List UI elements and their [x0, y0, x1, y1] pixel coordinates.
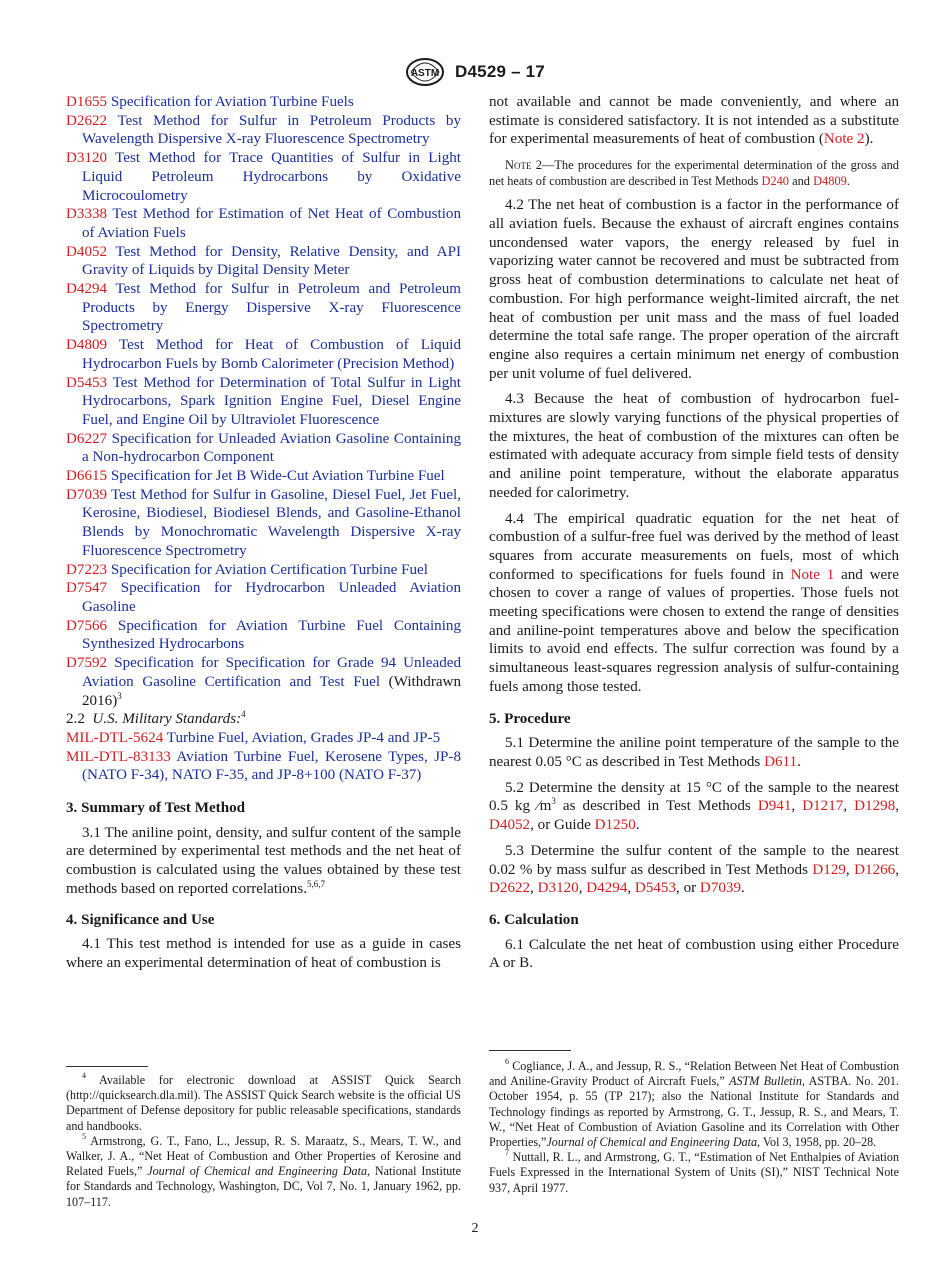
reference-link[interactable]: D7566 [66, 617, 108, 634]
reference-entry: D6615 Specification for Jet B Wide-Cut Aviation Turbine Fuel [66, 468, 445, 485]
reference-link[interactable]: D1655 [66, 94, 108, 110]
footnote-5: $^5$ Armstrong, G. T., Fano, L., Jessup, R. S. Maraatz, S., Mears, T. W., and Walker, J. A., “Net Heat of Combustion and Other Properties of Kerosine and Related Fuels,” Journal of Chemical and Engineering Data, National Institute for Standards and Technology, Washington, DC, Vol 7, No. 1, January 1962, pp. 107–117. [66, 1131, 462, 1209]
reference-link[interactable]: D4052 [66, 243, 108, 260]
document-designation: D4529 – 17 [455, 62, 545, 81]
reference-link[interactable]: D2622 [489, 880, 531, 897]
paragraph-3-1: 3.1 The aniline point, density, and sulfur content of the sample are determined by experimental test methods and the net heat of combustion is calculated using the values obtained by these test methods based on reported correlations.$^{5,6,7}$ [66, 824, 461, 897]
military-standards-list [66, 729, 461, 785]
reference-entry: D4809 Test Method for Heat of Combustion of Liquid Hydrocarbon Fuels by Bomb Calorimeter (Precision Method) [66, 337, 461, 372]
reference-link[interactable]: MIL-DTL-83133 [66, 748, 171, 765]
left-column [66, 93, 461, 973]
section-heading-significance: 4. Significance and Use [66, 911, 215, 928]
reference-link[interactable]: D3120 [537, 880, 579, 897]
paragraph-5-3: 5.3 Determine the sulfur content of the sample to the nearest 0.02 % by mass sulfur as described in Test Methods D129, D1266, D2622, D3120, D4294, D5453, or D7039. [489, 842, 899, 897]
reference-entry: D7566 Specification for Aviation Turbine Fuel Containing Synthesized Hydrocarbons [66, 617, 462, 653]
footnote-divider-right [489, 1050, 571, 1051]
page-number: 2 [471, 1221, 479, 1236]
reference-link[interactable]: D6615 [66, 468, 108, 485]
reference-link[interactable]: D3120 [66, 150, 108, 167]
d1250-link[interactable]: D1250 [594, 817, 636, 834]
paragraph-4-1-start: 4.1 This test method is intended for use as a guide in cases where an experimental determination of heat of combustion is [66, 936, 461, 971]
paragraph-4-2: 4.2 The net heat of combustion is a factor in the performance of all aviation fuels. Because the exhaust of aircraft engines contains uncondensed water vapors, the energy released by fuel in vaporizing water cannot be recovered and must be subtracted from gross heat of combustion determinations to calculate net heat of combustion. For high performance weight-limited aircraft, the net heat of combustion per unit mass and the mass of fuel loaded determine the total safe range. The proper operation of the aircraft engine also requires a certain minimum net energy of combustion per unit volume of fuel delivered. [489, 197, 899, 382]
reference-link[interactable]: D1217 [802, 798, 844, 815]
reference-link[interactable]: D5453 [634, 880, 677, 897]
reference-entry: D2622 Test Method for Sulfur in Petroleum Products by Wavelength Dispersive X-ray Fluorescence Spectrometry [66, 112, 461, 148]
note-1-link[interactable]: Note 1 [790, 566, 835, 583]
reference-entry: D5453 Test Method for Determination of Total Sulfur in Light Hydrocarbons, Spark Ignition Engine Fuel, Diesel Engine Fuel, and Engine Oil by Ultraviolet Fluorescence [66, 374, 461, 428]
section-heading-summary: 3. Summary of Test Method [66, 800, 246, 817]
reference-link[interactable]: D129 [812, 861, 846, 878]
reference-entry: D6227 Specification for Unleaded Aviation Gasoline Containing a Non-hydrocarbon Component [66, 430, 461, 466]
paragraph-5-2: 5.2 Determine the density at 15 °C of the sample to the nearest 0.5 kg $⁄m^3$ as described in Test Methods D941, D1217, D1298, D4052, or Guide D1250. [489, 779, 900, 834]
reference-entry: D7592 Specification for Specification for Grade 94 Unleaded Aviation Gasoline Certification and Test Fuel (Withdrawn 2016)$^3$ [66, 655, 461, 709]
reference-link[interactable]: MIL-DTL-5624 [66, 729, 164, 746]
paragraph-4-4: 4.4 The empirical quadratic equation for the net heat of combustion of a sulfur-free fuel was derived by the method of least squares from accurate measurements on fuels, most of which conformed to specifications for fuels found in Note 1 and were chosen to cover a range of values of properties. Those fuels not meeting specifications were chosen to extend the range of densities and aniline-point temperatures above and below the specification limits to avoid end effects. The sulfur correction was found by a simultaneous least-squares regression analysis of sulfur-containing fuels among those tested. [489, 510, 899, 695]
page-header [0, 57, 950, 87]
section-heading-calculation: 6. Calculation [489, 911, 579, 928]
footnotes-left [66, 1073, 461, 1210]
section-heading-procedure: 5. Procedure [489, 710, 571, 727]
referenced-documents-list [66, 93, 461, 654]
d7039-link[interactable]: D7039 [699, 880, 742, 897]
reference-link[interactable]: D4294 [66, 281, 108, 298]
reference-link[interactable]: D7547 [66, 580, 108, 597]
reference-entry: MIL-DTL-83133 Aviation Turbine Fuel, Kerosene Types, JP-8 (NATO F-34), NATO F-35, and JP-8+100 (NATO F-37) [66, 748, 461, 784]
reference-entry: D4294 Test Method for Sulfur in Petroleum and Petroleum Products by Energy Dispersive X-ray Fluorescence Spectrometry [66, 281, 461, 335]
note-2-link[interactable]: Note 2 [823, 131, 865, 148]
reference-link[interactable]: D7223 [66, 561, 108, 578]
reference-entry: D7547 Specification for Hydrocarbon Unleaded Aviation Gasoline [66, 580, 461, 615]
reference-link[interactable]: D4294 [586, 880, 628, 897]
reference-entry: MIL-DTL-5624 Turbine Fuel, Aviation, Grades JP-4 and JP-5 [66, 729, 441, 746]
reference-link[interactable]: D1266 [854, 861, 896, 878]
footnotes-right [489, 1059, 899, 1196]
reference-entry: D3338 Test Method for Estimation of Net Heat of Combustion of Aviation Fuels [66, 206, 461, 241]
reference-link[interactable]: D3338 [66, 206, 108, 223]
reference-link[interactable]: D1298 [854, 798, 896, 815]
d240-link[interactable]: D240 [761, 173, 790, 188]
paragraph-6-1: 6.1 Calculate the net heat of combustion using either Procedure A or B. [489, 936, 899, 972]
reference-entry: D7039 Test Method for Sulfur in Gasoline, Diesel Fuel, Jet Fuel, Kerosine, Biodiesel, Biodiesel Blends, and Gasoline-Ethanol Blends by Monochromatic Wavelength Dispersive X-ray Fluorescence Spectrometry [66, 486, 461, 559]
paragraph-5-1: 5.1 Determine the aniline point temperature of the sample to the nearest 0.05 °C as described in Test Methods D611. [489, 735, 899, 770]
reference-entry: D4052 Test Method for Density, Relative Density, and API Gravity of Liquids by Digital Density Meter [66, 243, 461, 279]
svg-text:ASTM: ASTM [410, 68, 440, 79]
reference-entry: D7223 Specification for Aviation Certification Turbine Fuel [66, 561, 428, 578]
reference-entry: D1655 Specification for Aviation Turbine Fuels [66, 94, 354, 110]
reference-link[interactable]: D7592 [66, 655, 108, 672]
reference-link[interactable]: D2622 [66, 112, 108, 129]
paragraph-4-1-end: not available and cannot be made conveniently, and where an estimate is considered satisfactory. It is not intended as a substitute for experimental measurements of heat of combustion (Note 2). [489, 94, 899, 148]
military-standards-heading: 2.2 U.S. Military Standards:$^4$ [66, 709, 246, 728]
reference-entry: D3120 Test Method for Trace Quantities of Sulfur in Light Liquid Petroleum Hydrocarbons by Oxidative Microcoulometry [66, 150, 461, 204]
footnote-4: $^4$ Available for electronic download at ASSIST Quick Search (http://quicksearch.dla.mil). The ASSIST Quick Search website is the official US Department of Defense depository for public releasable specifications, standards and handbooks. [66, 1071, 461, 1133]
right-column [489, 93, 899, 973]
note-2: Note 2—The procedures for the experimental determination of the gross and net heats of combustion are described in Test Methods D240 and D4809. [489, 158, 899, 188]
astm-logo-icon [405, 57, 445, 87]
reference-link[interactable]: D5453 [66, 374, 108, 391]
reference-link[interactable]: D4809 [66, 337, 108, 354]
reference-link[interactable]: D4052 [489, 817, 531, 834]
footnote-divider-left [66, 1066, 148, 1067]
reference-link[interactable]: D7039 [66, 486, 108, 503]
d4809-link[interactable]: D4809 [813, 173, 847, 188]
paragraph-4-3: 4.3 Because the heat of combustion of hydrocarbon fuel-mixtures are slowly varying functions of the physical properties of the mixtures, the heat of combustion of the mixtures can often be estimated with adequate accuracy from simple field tests of density and aniline point temperature, without the elaborate apparatus needed for calorimetry. [489, 391, 899, 501]
reference-link[interactable]: D6227 [66, 430, 108, 447]
footnote-7: $^7$ Nuttall, R. L., and Armstrong, G. T., “Estimation of Net Enthalpies of Aviation Fuels Expressed in the International System of Units (SI),” NIST Technical Note 937, April 1977. [489, 1148, 899, 1195]
reference-link[interactable]: D941 [757, 798, 792, 815]
d611-link[interactable]: D611 [764, 753, 798, 770]
footnote-6: $^6$ Cogliance, J. A., and Jessup, R. S., “Relation Between Net Heat of Combustion and Aniline-Gravity Product of Aircraft Fuels,” ASTM Bulletin, ASTBA. No. 201. October 1954, p. 55 (TP 217); also the National Institute for Standards and Technology findings as reported by Armstrong, G. T., Jessup, R. S., and Mears, T. W., “Net Heat of Combustion of Aviation Gasoline and its Correlation with Other Properties,”Journal of Chemical and Engineering Data, Vol 3, 1958, pp. 20–28. [489, 1057, 900, 1150]
